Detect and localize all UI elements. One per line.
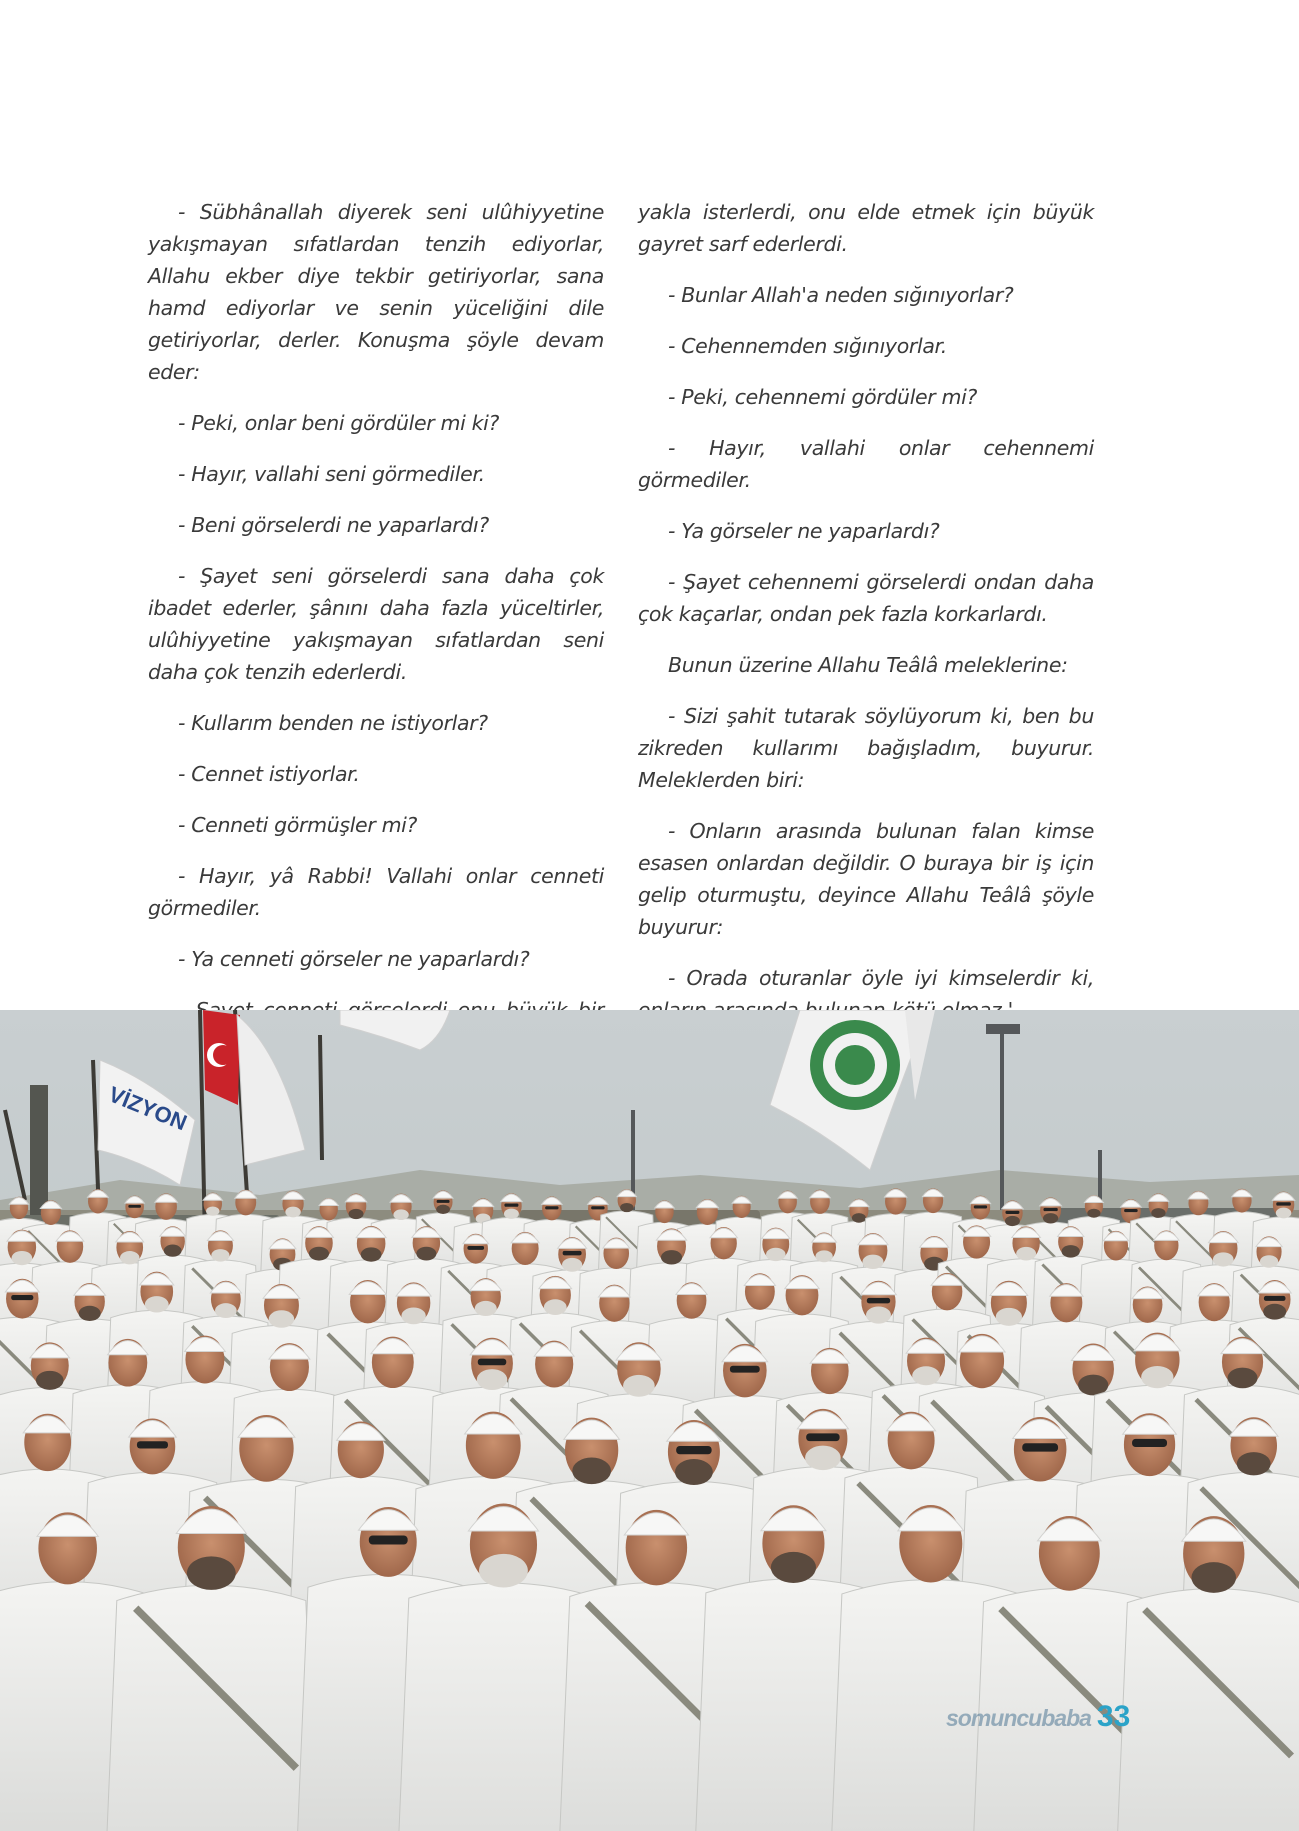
flag-text: VİZYON: [105, 1081, 191, 1136]
paragraph: - Cennet istiyorlar.: [178, 762, 360, 786]
paragraph: - Cehennemden sığınıyorlar.: [668, 334, 947, 358]
paragraph: - Hayır, yâ Rabbi! Vallahi onlar cenneti görmediler.: [148, 864, 604, 920]
paragraph: - Bunlar Allah'a neden sığınıyorlar?: [668, 283, 1014, 307]
paragraph: - Sizi şahit tutarak söylüyorum ki, ben bu zikreden kullarımı bağışladım, buyurur. Meleklerden biri:: [638, 704, 1094, 792]
paragraph: - Ya cenneti görseler ne yaparlardı?: [178, 947, 530, 971]
paragraph: - Şayet seni görselerdi sana daha çok ibadet ederler, şânını daha fazla yüceltirler, ulûhiyyetine yakışmayan sıfatlardan seni daha çok tenzih ederlerdi.: [148, 564, 604, 684]
paragraph: - Hayır, vallahi onlar cehennemi görmediler.: [638, 436, 1094, 492]
magazine-name: somuncubaba: [946, 1705, 1091, 1731]
paragraph: - Kullarım benden ne istiyorlar?: [178, 711, 488, 735]
paragraph: - Cenneti görmüşler mi?: [178, 813, 418, 837]
paragraph: - Sübhânallah diyerek seni ulûhiyyetine yakışmayan sıfatlardan tenzih ediyorlar, Allahu ekber diye tekbir getiriyorlar, sana hamd ediyorlar ve senin yüceliğini dile getiriyorlar, derler. Konuşma şöyle devam eder:: [148, 200, 604, 384]
paragraph: - Peki, cehennemi gördüler mi?: [668, 385, 978, 409]
page-number: 33: [1096, 1700, 1131, 1733]
turkish-flag: [203, 1010, 240, 1105]
crowd-of-pilgrims: [0, 1188, 1299, 1831]
paragraph: - Onların arasında bulunan falan kimse esasen onlardan değildir. O buraya bir iş için gelip oturmuştu, deyince Allahu Teâlâ şöyle buyurur:: [638, 819, 1094, 939]
paragraph: - Ya görseler ne yaparlardı?: [668, 519, 940, 543]
paragraph: - Peki, onlar beni gördüler mi ki?: [178, 411, 500, 435]
paragraph: Bunun üzerine Allahu Teâlâ meleklerine:: [668, 653, 1068, 677]
page-footer: [946, 1700, 1130, 1732]
paragraph: - Hayır, vallahi seni görmediler.: [178, 462, 485, 486]
paragraph: - Beni görselerdi ne yaparlardı?: [178, 513, 489, 537]
paragraph-continuation: yakla isterlerdi, onu elde etmek için büyük gayret sarf ederlerdi.: [638, 200, 1094, 256]
paragraph: - Orada oturanlar öyle iyi kimselerdir ki,: [668, 966, 1094, 990]
right-text-column: [638, 196, 1094, 1045]
paragraph: - Şayet cehennemi görselerdi ondan daha çok kaçarlar, ondan pek fazla korkarlardı.: [638, 570, 1094, 626]
left-text-column: [148, 196, 604, 1077]
